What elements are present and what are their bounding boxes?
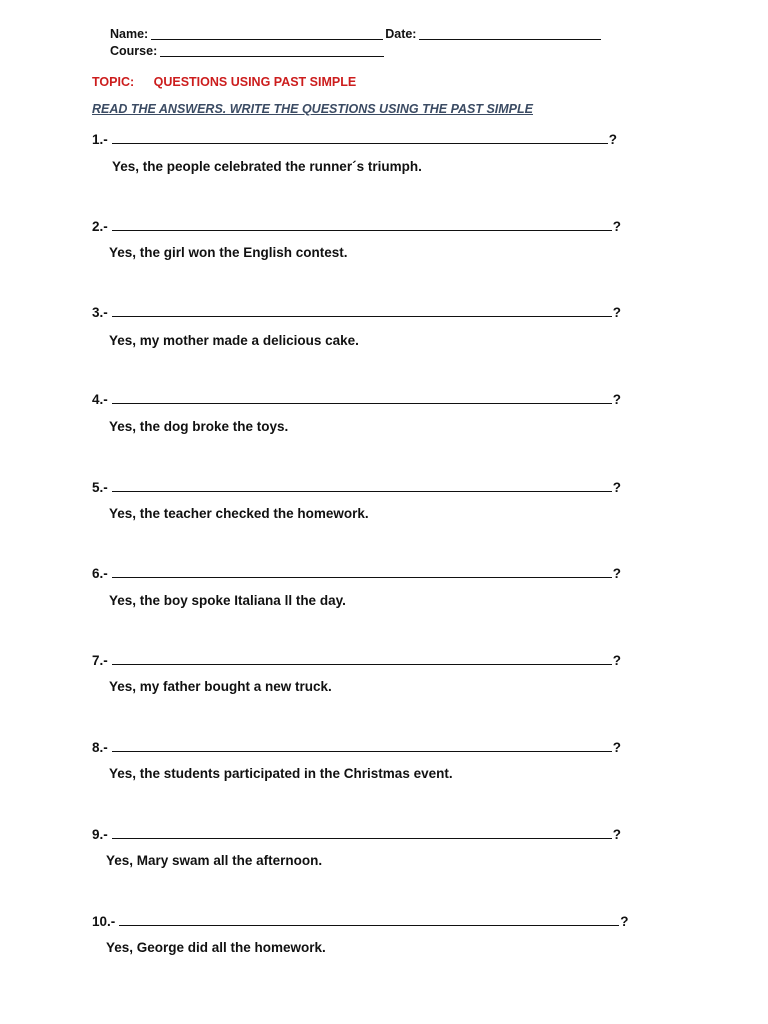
- question-number: 1.-: [92, 132, 108, 147]
- question-number: 5.-: [92, 480, 108, 495]
- name-date-row: [110, 26, 603, 41]
- answer-blank[interactable]: [112, 130, 608, 144]
- answer-text: Yes, George did all the homework.: [106, 940, 326, 955]
- answer-text: Yes, the people celebrated the runner´s triumph.: [112, 159, 422, 174]
- answer-blank[interactable]: [112, 303, 612, 317]
- question-number: 9.-: [92, 827, 108, 842]
- question-mark: ?: [612, 219, 622, 234]
- course-row: [110, 43, 386, 58]
- question-line: [92, 563, 621, 581]
- answer-text: Yes, Mary swam all the afternoon.: [106, 853, 323, 868]
- question-line: [92, 477, 621, 495]
- answer-blank[interactable]: [112, 825, 612, 839]
- answer-text: Yes, the students participated in the Christmas event.: [109, 766, 453, 781]
- question-number: 2.-: [92, 219, 108, 234]
- answer-blank[interactable]: [112, 217, 612, 231]
- answer-text: Yes, the boy spoke Italiana ll the day.: [109, 593, 346, 608]
- topic-title: QUESTIONS USING PAST SIMPLE: [153, 75, 357, 89]
- question-line: [92, 911, 629, 929]
- question-line: [92, 389, 621, 407]
- question-mark: ?: [620, 914, 629, 929]
- answer-text: Yes, the teacher checked the homework.: [109, 506, 369, 521]
- question-mark: ?: [608, 132, 618, 147]
- question-mark: ?: [612, 305, 622, 320]
- question-mark: ?: [612, 653, 622, 668]
- topic-heading: [92, 75, 356, 89]
- answer-blank[interactable]: [112, 564, 612, 578]
- course-label: Course:: [110, 44, 158, 58]
- question-line: [92, 216, 621, 234]
- course-field[interactable]: [160, 45, 384, 57]
- question-number: 4.-: [92, 392, 108, 407]
- name-label: Name:: [110, 27, 149, 41]
- answer-blank[interactable]: [112, 738, 612, 752]
- answer-text: Yes, the girl won the English contest.: [109, 245, 348, 260]
- name-field[interactable]: [151, 28, 383, 40]
- question-mark: ?: [612, 827, 622, 842]
- question-line: [92, 824, 621, 842]
- question-number: 8.-: [92, 740, 108, 755]
- answer-blank[interactable]: [119, 912, 619, 926]
- question-number: 7.-: [92, 653, 108, 668]
- answer-text: Yes, the dog broke the toys.: [109, 419, 289, 434]
- question-line: [92, 129, 617, 147]
- question-line: [92, 302, 621, 320]
- question-number: 3.-: [92, 305, 108, 320]
- answer-blank[interactable]: [112, 651, 612, 665]
- date-field[interactable]: [419, 28, 601, 40]
- question-mark: ?: [612, 740, 622, 755]
- question-line: [92, 650, 621, 668]
- question-number: 10.-: [92, 914, 116, 929]
- answer-text: Yes, my mother made a delicious cake.: [109, 333, 359, 348]
- question-mark: ?: [612, 392, 622, 407]
- question-mark: ?: [612, 566, 622, 581]
- answer-blank[interactable]: [112, 390, 612, 404]
- question-number: 6.-: [92, 566, 108, 581]
- instruction-text: READ THE ANSWERS. WRITE THE QUESTIONS USING THE PAST SIMPLE: [92, 102, 533, 116]
- answer-text: Yes, my father bought a new truck.: [109, 679, 332, 694]
- date-label: Date:: [385, 27, 417, 41]
- question-mark: ?: [612, 480, 622, 495]
- answer-blank[interactable]: [112, 478, 612, 492]
- question-line: [92, 737, 621, 755]
- topic-label: TOPIC:: [92, 75, 135, 89]
